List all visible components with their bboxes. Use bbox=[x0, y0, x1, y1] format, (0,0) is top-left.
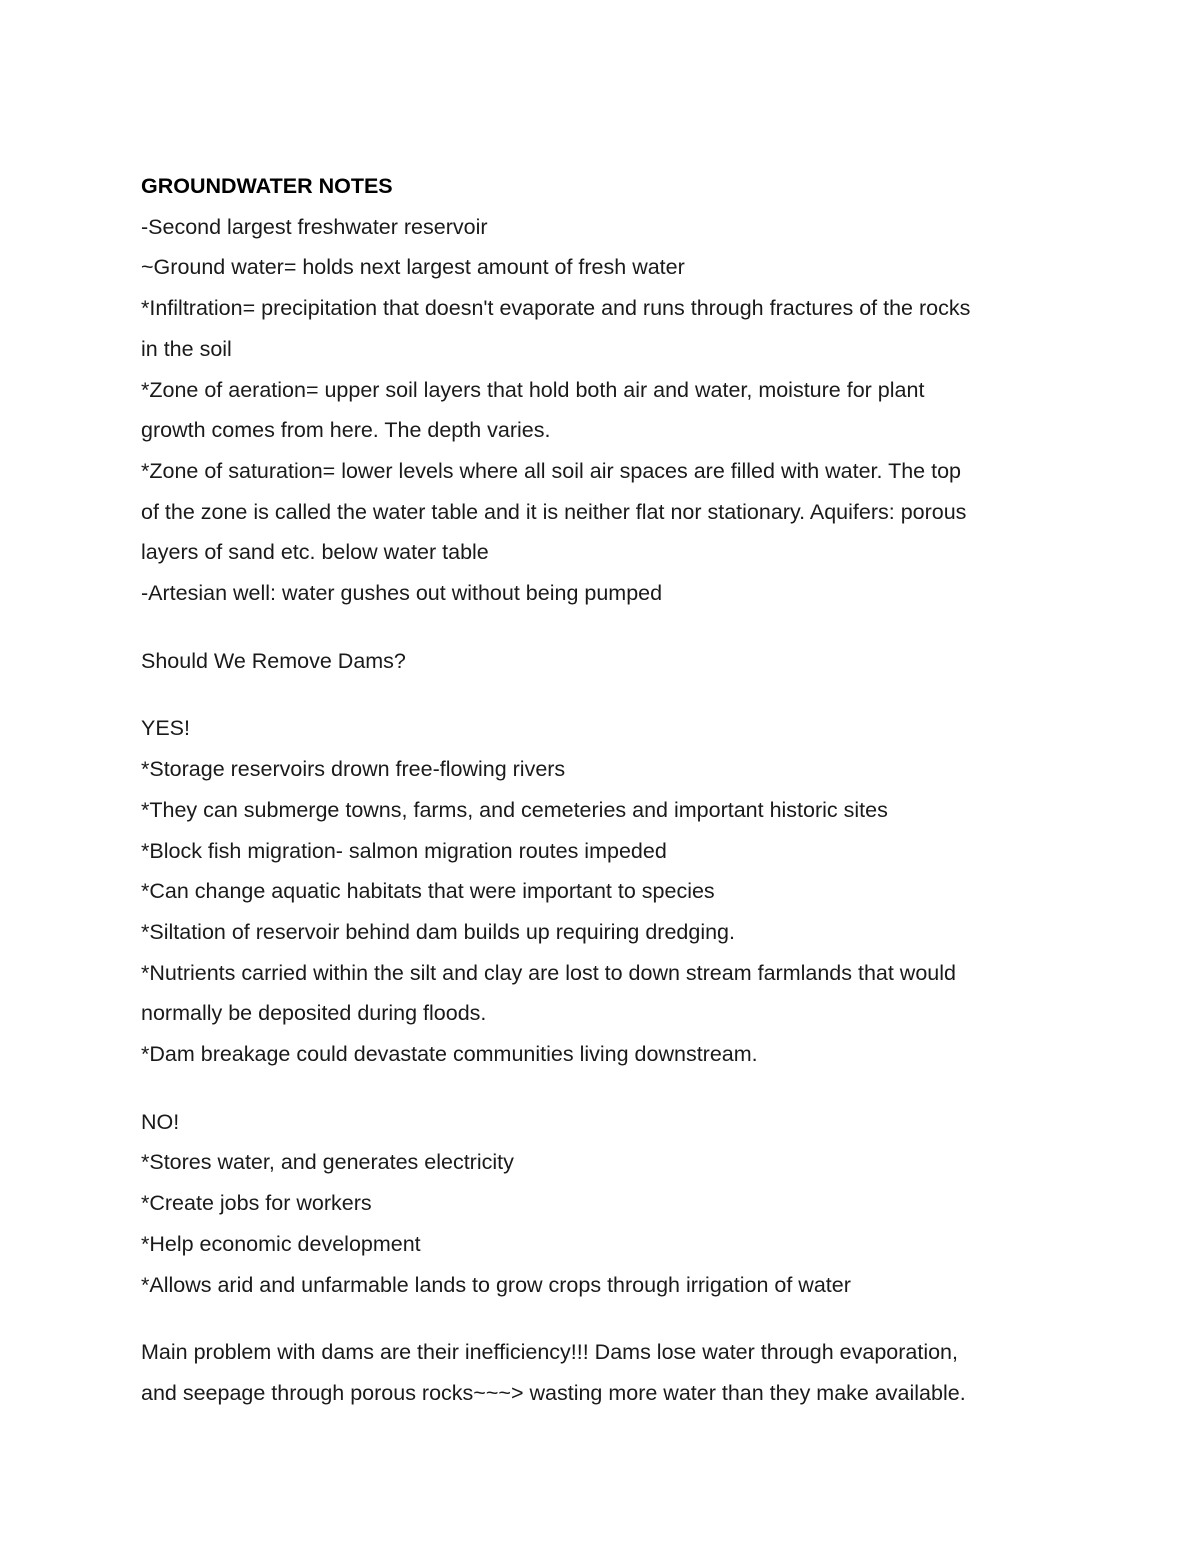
paragraph-gap bbox=[141, 614, 1061, 641]
no-line: *Stores water, and generates electricity bbox=[141, 1150, 514, 1175]
groundwater-line: in the soil bbox=[141, 336, 232, 361]
document-body bbox=[141, 166, 1061, 1414]
paragraph-gap bbox=[141, 681, 1061, 708]
yes-heading: YES! bbox=[141, 716, 190, 741]
yes-line: *Siltation of reservoir behind dam builds up requiring dredging. bbox=[141, 919, 735, 944]
document-title: GROUNDWATER NOTES bbox=[141, 174, 393, 198]
no-section bbox=[141, 1102, 1061, 1306]
no-line: *Create jobs for workers bbox=[141, 1191, 372, 1216]
groundwater-line: *Zone of saturation= lower levels where all soil air spaces are filled with water. The top bbox=[141, 458, 962, 483]
no-line: *Allows arid and unfarmable lands to grow crops through irrigation of water bbox=[141, 1272, 851, 1297]
paragraph-gap bbox=[141, 1075, 1061, 1102]
yes-line: normally be deposited during floods. bbox=[141, 1001, 487, 1026]
groundwater-line: *Infiltration= precipitation that doesn't evaporate and runs through fractures of the rocks bbox=[141, 296, 971, 321]
groundwater-line: of the zone is called the water table and it is neither flat nor stationary. Aquifers: porous bbox=[141, 499, 967, 524]
groundwater-line: -Second largest freshwater reservoir bbox=[141, 214, 488, 239]
yes-section bbox=[141, 708, 1061, 1074]
yes-line: *Can change aquatic habitats that were important to species bbox=[141, 879, 715, 904]
no-line: *Help economic development bbox=[141, 1231, 421, 1256]
groundwater-line: -Artesian well: water gushes out without being pumped bbox=[141, 581, 663, 606]
yes-line: *Block fish migration- salmon migration routes impeded bbox=[141, 838, 667, 863]
conclusion-section bbox=[141, 1332, 1061, 1413]
yes-line: *Dam breakage could devastate communities living downstream. bbox=[141, 1042, 758, 1067]
conclusion-line: Main problem with dams are their inefficiency!!! Dams lose water through evaporation, bbox=[141, 1340, 958, 1365]
groundwater-line: *Zone of aeration= upper soil layers that hold both air and water, moisture for plant bbox=[141, 377, 925, 402]
paragraph-gap bbox=[141, 1305, 1061, 1332]
groundwater-line: ~Ground water= holds next largest amount of fresh water bbox=[141, 255, 685, 280]
groundwater-line: layers of sand etc. below water table bbox=[141, 540, 489, 565]
dams-question-heading: Should We Remove Dams? bbox=[141, 648, 406, 673]
yes-line: *They can submerge towns, farms, and cemeteries and important historic sites bbox=[141, 797, 888, 822]
no-heading: NO! bbox=[141, 1109, 180, 1134]
yes-line: *Nutrients carried within the silt and clay are lost to down stream farmlands that would bbox=[141, 960, 956, 985]
yes-line: *Storage reservoirs drown free-flowing rivers bbox=[141, 757, 566, 782]
groundwater-line: growth comes from here. The depth varies. bbox=[141, 418, 551, 443]
groundwater-section bbox=[141, 207, 1061, 614]
conclusion-line: and seepage through porous rocks~~~> wasting more water than they make available. bbox=[141, 1380, 966, 1405]
